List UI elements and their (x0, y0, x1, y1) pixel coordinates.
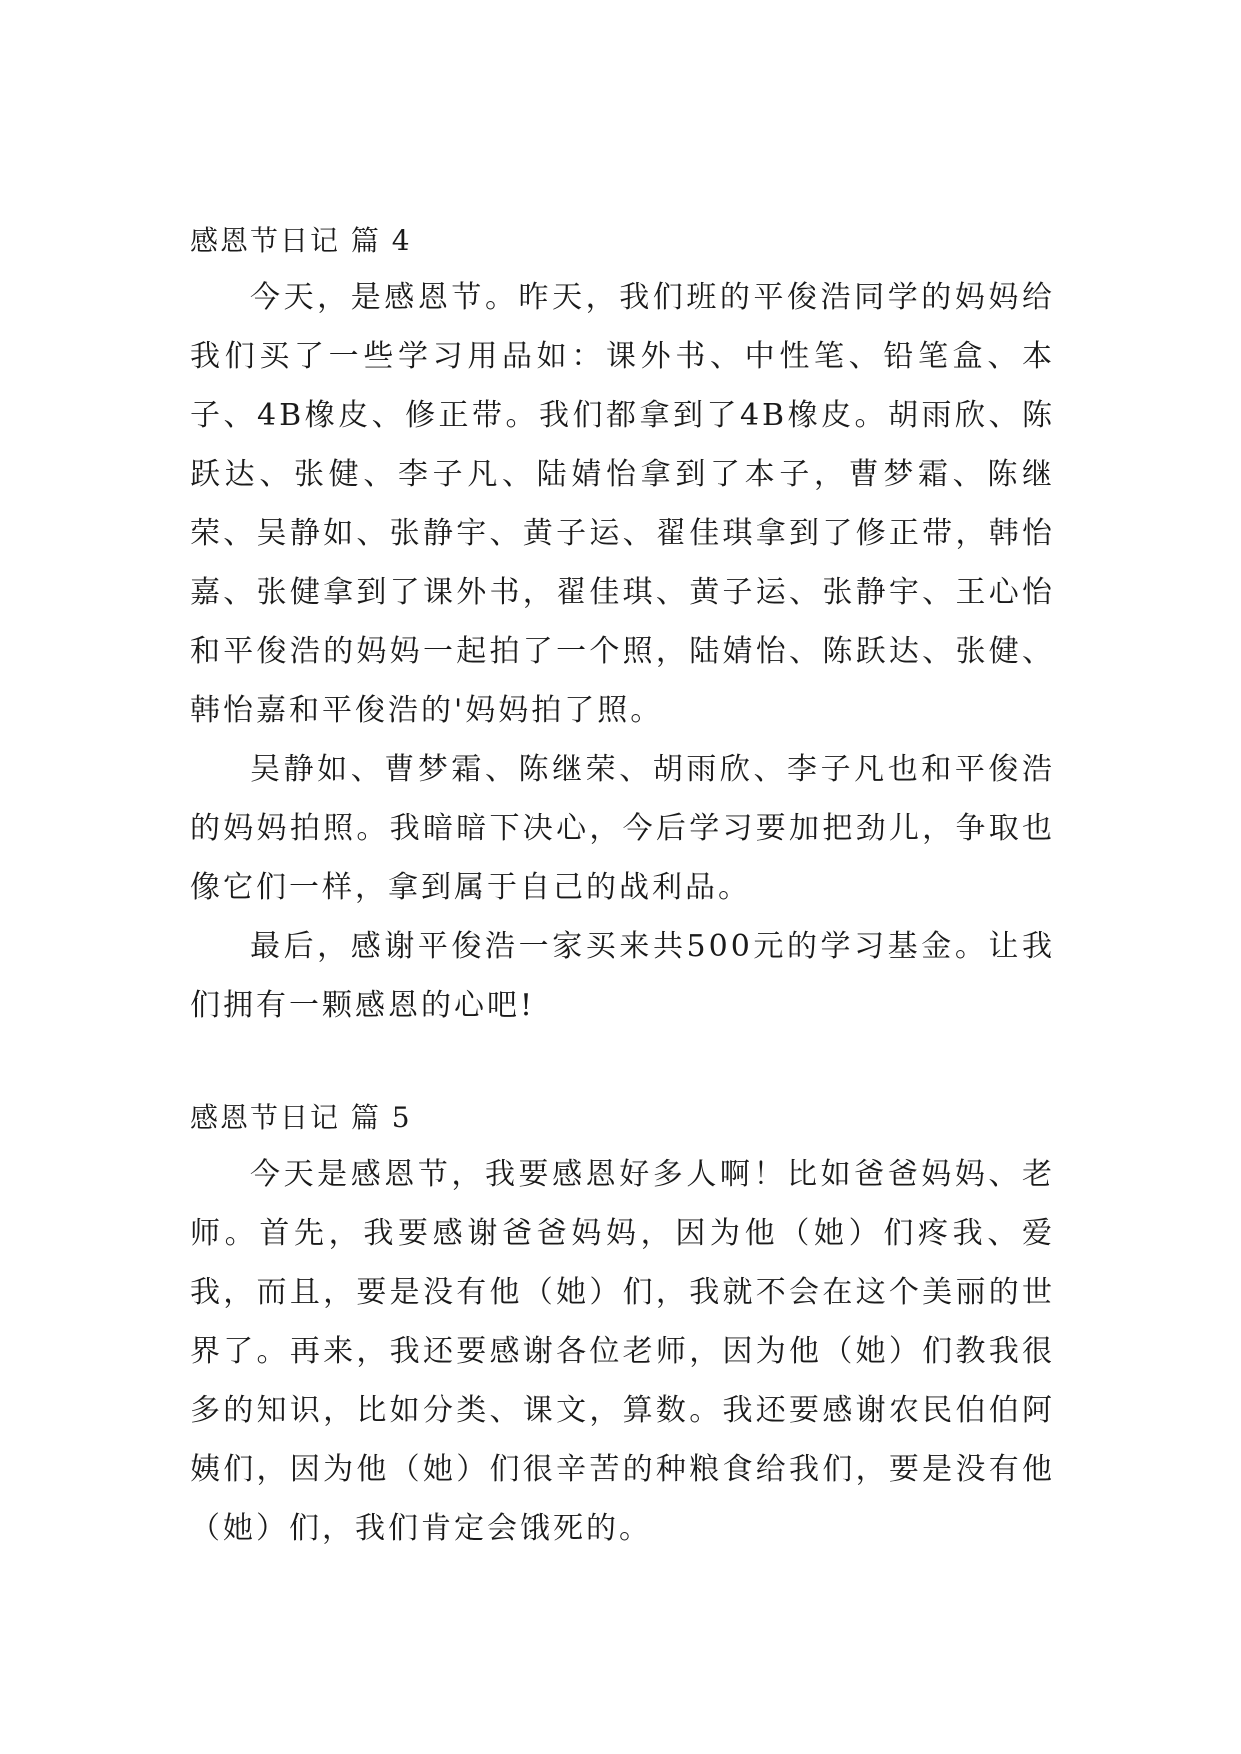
section-title: 感恩节日记 篇 4 (190, 224, 412, 257)
diary-section-4 (190, 222, 1055, 1035)
paragraph: 吴静如、曹梦霜、陈继荣、胡雨欣、李子凡也和平俊浩的妈妈拍照。我暗暗下决心，今后学习要加把劲儿，争取也像它们一样，拿到属于自己的战利品。 (190, 752, 1055, 905)
diary-section-5 (190, 1099, 1055, 1558)
paragraph: 最后，感谢平俊浩一家买来共500元的学习基金。让我们拥有一颗感恩的心吧! (190, 929, 1055, 1023)
paragraph: 今天，是感恩节。昨天，我们班的平俊浩同学的妈妈给我们买了一些学习用品如：课外书、中性笔、铅笔盒、本子、4B橡皮、修正带。我们都拿到了4B橡皮。胡雨欣、陈跃达、张健、李子凡、陆婧怡拿到了本子，曹梦霜、陈继荣、吴静如、张静宇、黄子运、翟佳琪拿到了修正带，韩怡嘉、张健拿到了课外书，翟佳琪、黄子运、张静宇、王心怡和平俊浩的妈妈一起拍了一个照，陆婧怡、陈跃达、张健、韩怡嘉和平俊浩的'妈妈拍了照。 (190, 280, 1055, 728)
document-body (190, 222, 1055, 1558)
section-title: 感恩节日记 篇 5 (190, 1101, 412, 1134)
paragraph: 今天是感恩节，我要感恩好多人啊！比如爸爸妈妈、老师。首先，我要感谢爸爸妈妈，因为他（她）们疼我、爱我，而且，要是没有他（她）们，我就不会在这个美丽的世界了。再来，我还要感谢各位老师，因为他（她）们教我很多的知识，比如分类、课文，算数。我还要感谢农民伯伯阿姨们，因为他（她）们很辛苦的种粮食给我们，要是没有他（她）们，我们肯定会饿死的。 (190, 1157, 1055, 1546)
